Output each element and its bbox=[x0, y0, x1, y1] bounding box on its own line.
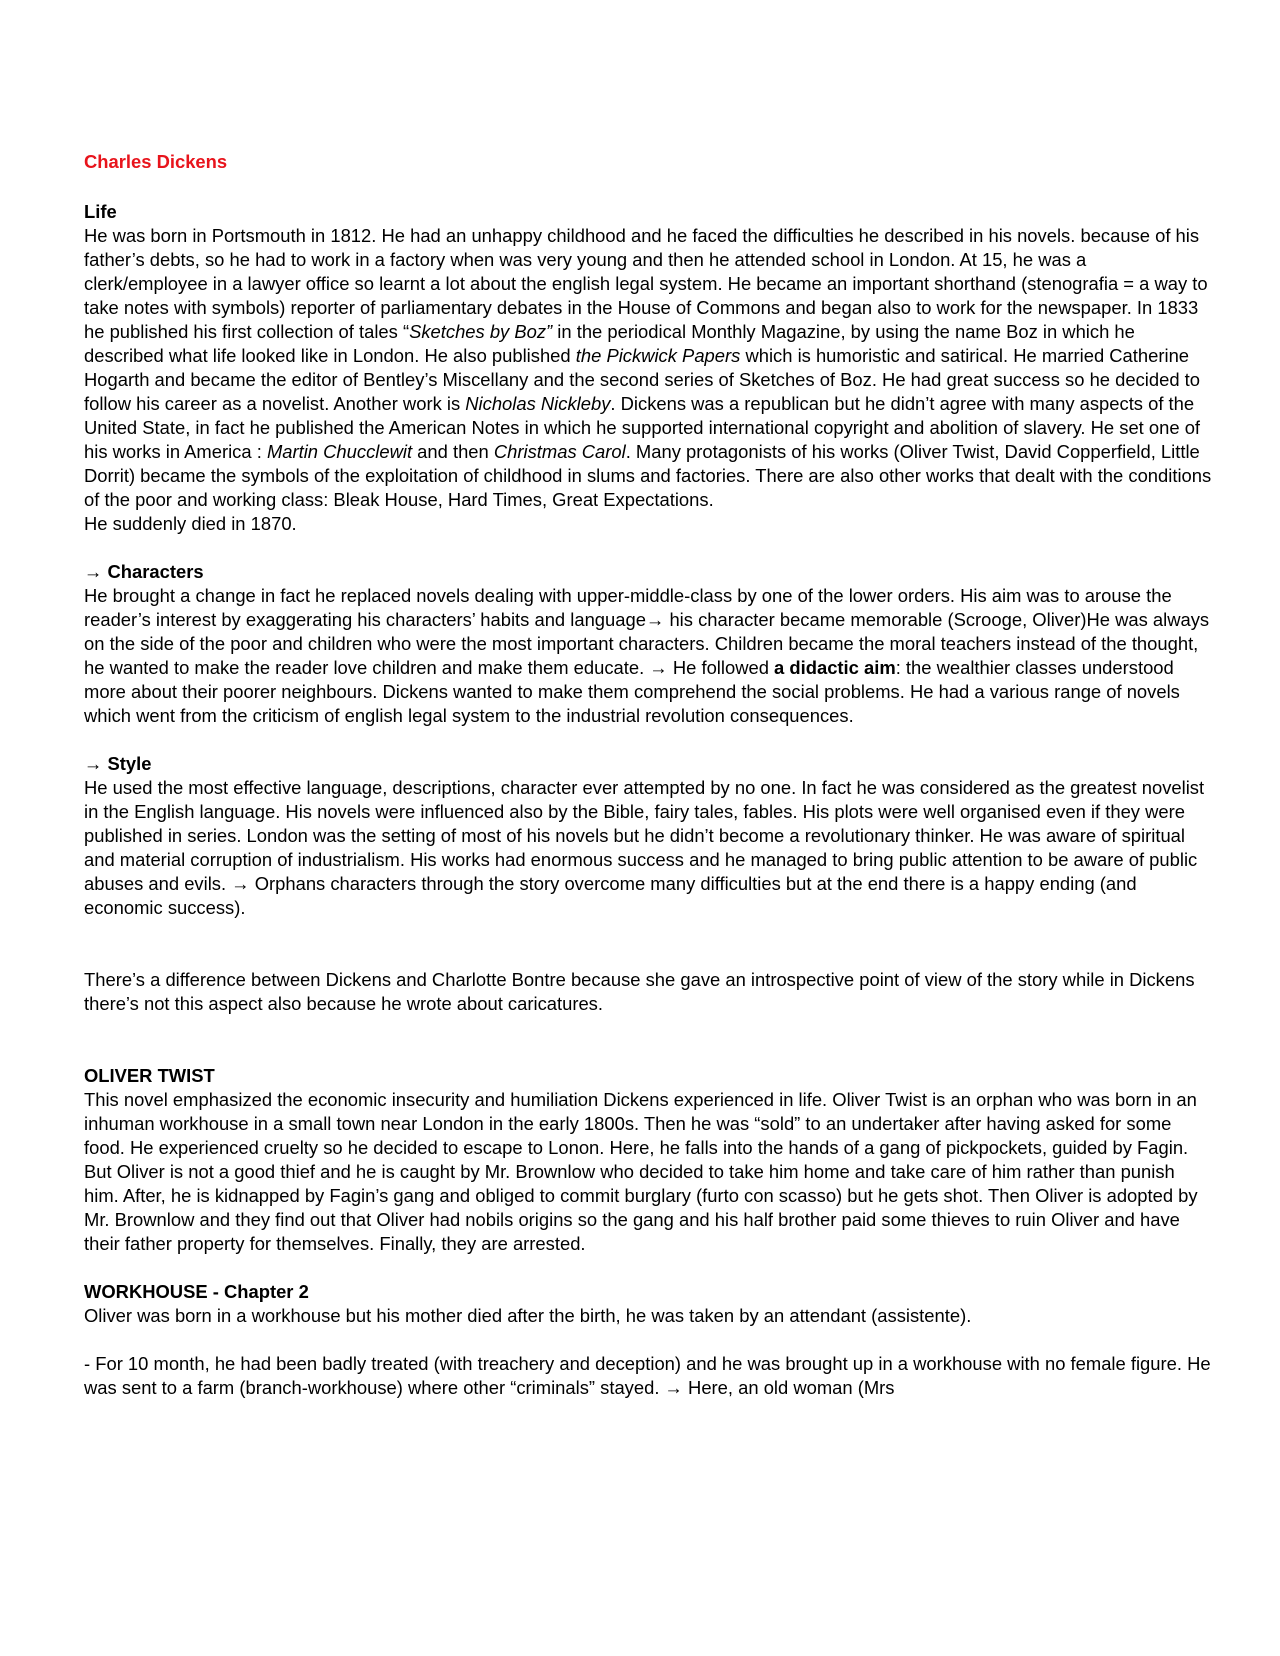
oliver-twist-paragraph: This novel emphasized the economic insecurity and humiliation Dickens experienced in life. Oliver Twist is an orphan who was born in an inhuman workhouse in a small town near London in the early 1800s. Then he was “sold” to an undertaker after having asked for some food. He experienced cruelty so he decided to escape to Lonon. Here, he falls into the hands of a gang of pickpockets, guided by Fagin. But Oliver is not a good thief and he is caught by Mr. Brownlow who decided to take him home and take care of him rather than punish him. After, he is kidnapped by Fagin’s gang and obliged to commit burglary (furto con scasso) but he gets shot. Then Oliver is adopted by Mr. Brownlow and they find out that Oliver had nobils origins so the gang and his half brother paid some thieves to ruin Oliver and have their father property for themselves. Finally, they are arrested. bbox=[84, 1089, 1198, 1254]
section-heading-style: → Style bbox=[84, 753, 152, 774]
title-sketches-by-boz: Sketches by Boz” bbox=[409, 321, 553, 342]
emphasis-didactic-aim: a didactic aim bbox=[774, 657, 896, 678]
text-run: in the periodical Monthly Magazine, by using the name Boz in which he described what life looked like in London. He also published bbox=[84, 321, 1135, 366]
text-run: . Many protagonists of his works (Oliver Twist, David Copperfield, Little Dorrit) became the symbols of the exploitation of childhood in slums and factories. There are also other works that dealt with the conditions of the poor and working class: Bleak House, Hard Times, Great Expectations. bbox=[84, 441, 1212, 510]
workhouse-paragraph-2: - For 10 month, he had been badly treated (with treachery and deception) and he was brought up in a workhouse with no female figure. He was sent to a farm (branch-workhouse) where other “criminals” stayed. → Here, an old woman (Mrs bbox=[84, 1353, 1211, 1398]
text-run: He was born in Portsmouth in 1812. He had an unhappy childhood and he faced the difficulties he described in his novels. because of his father’s debts, so he had to work in a factory when was very young and then he attended school in London. At 15, he was a clerk/employee in a lawyer office so learnt a lot about the english legal system. He became an important shorthand (stenografia = a way to take notes with symbols) reporter of parliamentary debates in the House of Commons and began also to work for the newspaper. In 1833 he published his first collection of tales “ bbox=[84, 225, 1208, 342]
comparison-paragraph: There’s a difference between Dickens and Charlotte Bontre because she gave an introspective point of view of the story while in Dickens there’s not this aspect also because he wrote about caricatures. bbox=[84, 969, 1195, 1014]
title-pickwick-papers: the Pickwick Papers bbox=[575, 345, 741, 366]
title-martin-chuzzlewit: Martin Chucclewit bbox=[266, 441, 413, 462]
document-title: Charles Dickens bbox=[84, 151, 228, 172]
spacer bbox=[84, 536, 1214, 560]
workhouse-paragraph-1: Oliver was born in a workhouse but his mother died after the birth, he was taken by an attendant (assistente). bbox=[84, 1305, 972, 1326]
section-heading-life: Life bbox=[84, 201, 117, 222]
text-run: and then bbox=[412, 441, 494, 462]
text-run: which is humoristic and satirical. He married Catherine Hogarth and became the editor of Bentley’s Miscellany and the second series of Sketches of Boz. He had great success so he decided to follow his career as a novelist. Another work is bbox=[84, 345, 1201, 414]
text-run: He brought a change in fact he replaced novels dealing with upper-middle-class by one of the lower orders. His aim was to arouse the reader’s interest by exaggerating his characters’ habits and language→ his character became memorable (Scrooge, Oliver)He was always on the side of the poor and children who were the most important characters. Children became the moral teachers instead of the thought, he wanted to make the reader love children and make them educate. → He followed bbox=[84, 585, 1210, 678]
spacer bbox=[84, 174, 1214, 200]
text-run: . Dickens was a republican but he didn’t agree with many aspects of the United State, in fact he published the American Notes in which he supported international copyright and abolition of slavery. He set one of his works in America : bbox=[84, 393, 1201, 462]
document-page bbox=[84, 150, 1214, 1400]
section-heading-oliver-twist: OLIVER TWIST bbox=[84, 1065, 215, 1086]
spacer bbox=[84, 1328, 1214, 1352]
text-run: : the wealthier classes understood more about their poorer neighbours. Dickens wanted to make them comprehend the social problems. He had a various range of novels which went from the criticism of english legal system to the industrial revolution consequences. bbox=[84, 657, 1180, 726]
section-heading-workhouse: WORKHOUSE - Chapter 2 bbox=[84, 1281, 309, 1302]
spacer bbox=[84, 728, 1214, 752]
spacer bbox=[84, 1256, 1214, 1280]
characters-paragraph bbox=[84, 584, 1214, 728]
title-christmas-carol: Christmas Carol bbox=[493, 441, 626, 462]
title-nicholas-nickleby: Nicholas Nickleby bbox=[465, 393, 611, 414]
spacer bbox=[84, 920, 1214, 968]
life-paragraph bbox=[84, 224, 1214, 512]
style-paragraph: He used the most effective language, descriptions, character ever attempted by no one. In fact he was considered as the greatest novelist in the English language. His novels were influenced also by the Bible, fairy tales, fables. His plots were well organised even if they were published in series. London was the setting of most of his novels but he didn’t become a revolutionary thinker. He was aware of spiritual and material corruption of industrialism. His works had enormous success and he managed to bring public attention to be aware of public abuses and evils. → Orphans characters through the story overcome many difficulties but at the end there is a happy ending (and economic success). bbox=[84, 777, 1205, 918]
spacer bbox=[84, 1016, 1214, 1064]
life-death-paragraph: He suddenly died in 1870. bbox=[84, 513, 297, 534]
section-heading-characters: → Characters bbox=[84, 561, 204, 582]
